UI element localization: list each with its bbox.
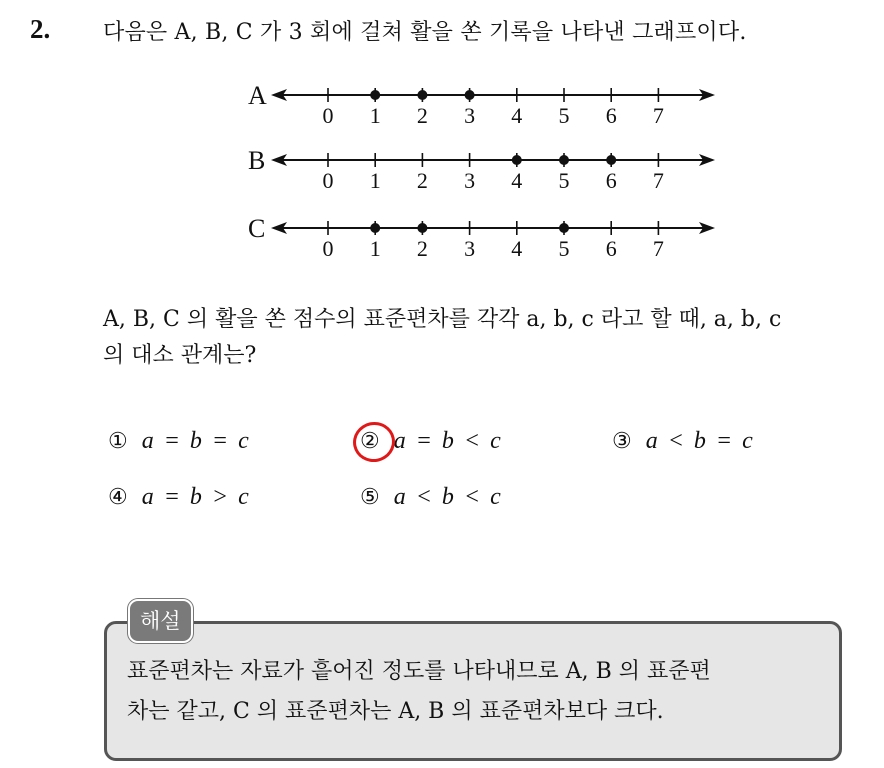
data-point-C-2	[417, 223, 427, 233]
tick-label: 6	[605, 103, 617, 128]
tick-label: 6	[605, 168, 617, 193]
question-ask-line2: 의 대소 관계는?	[103, 343, 257, 368]
choice-4[interactable]	[108, 484, 251, 511]
tick-label: 1	[369, 168, 381, 193]
solution-line1: 표준편차는 자료가 흩어진 정도를 나타내므로 A, B 의 표준편	[127, 659, 711, 684]
solution-line2: 차는 같고, C 의 표준편차는 A, B 의 표준편차보다 크다.	[127, 699, 664, 724]
choice-3-expr: a < b = c	[645, 428, 755, 454]
tick-label: 4	[511, 103, 523, 128]
choice-2-expr: a = b < c	[393, 428, 503, 454]
tick-label: 1	[369, 103, 381, 128]
selected-answer-circle	[349, 418, 398, 466]
choice-3-mark: ③	[612, 429, 632, 454]
question-number: 2.	[30, 14, 51, 44]
tick-label: 3	[464, 103, 476, 128]
question-text: 다음은 A, B, C 가 3 회에 걸쳐 활을 쏜 기록을 나타낸 그래프이다.	[103, 20, 747, 45]
tick-label: 4	[511, 236, 523, 261]
tick-label: 3	[464, 168, 476, 193]
choice-5-mark: ⑤	[360, 485, 380, 510]
choice-1-mark: ①	[108, 429, 128, 454]
data-point-A-3	[465, 90, 475, 100]
solution-tag: 해설	[128, 599, 193, 643]
solution-text	[127, 652, 827, 732]
tick-label: 2	[416, 168, 428, 193]
data-point-A-2	[417, 90, 427, 100]
choice-2-mark: ②	[360, 429, 380, 454]
tick-label: 7	[652, 236, 664, 261]
choice-5[interactable]	[360, 484, 503, 511]
number-line-label-A: A	[248, 81, 267, 110]
tick-label: 3	[464, 236, 476, 261]
data-point-B-4	[512, 155, 522, 165]
data-point-B-6	[606, 155, 616, 165]
tick-label: 4	[511, 168, 523, 193]
tick-label: 6	[605, 236, 617, 261]
tick-label: 7	[652, 168, 664, 193]
data-point-C-5	[559, 223, 569, 233]
tick-label: 0	[322, 168, 334, 193]
data-point-B-5	[559, 155, 569, 165]
choice-1-expr: a = b = c	[141, 428, 251, 454]
tick-label: 1	[369, 236, 381, 261]
tick-label: 0	[322, 236, 334, 261]
choice-3[interactable]	[612, 428, 755, 455]
data-point-A-1	[370, 90, 380, 100]
choice-4-mark: ④	[108, 485, 128, 510]
tick-label: 5	[558, 103, 570, 128]
data-point-C-1	[370, 223, 380, 233]
number-line-label-C: C	[248, 214, 266, 243]
tick-label: 5	[558, 168, 570, 193]
tick-label: 2	[416, 103, 428, 128]
choice-1[interactable]	[108, 428, 251, 455]
number-line-label-B: B	[248, 146, 266, 175]
question-ask-line1: A, B, C 의 활을 쏜 점수의 표준편차를 각각 a, b, c 라고 할 때, a, b, c	[103, 307, 782, 332]
choice-4-expr: a = b > c	[141, 484, 251, 510]
tick-label: 7	[652, 103, 664, 128]
number-line-graph	[0, 0, 884, 300]
choice-5-expr: a < b < c	[393, 484, 503, 510]
tick-label: 0	[322, 103, 334, 128]
tick-label: 2	[416, 236, 428, 261]
tick-label: 5	[558, 236, 570, 261]
